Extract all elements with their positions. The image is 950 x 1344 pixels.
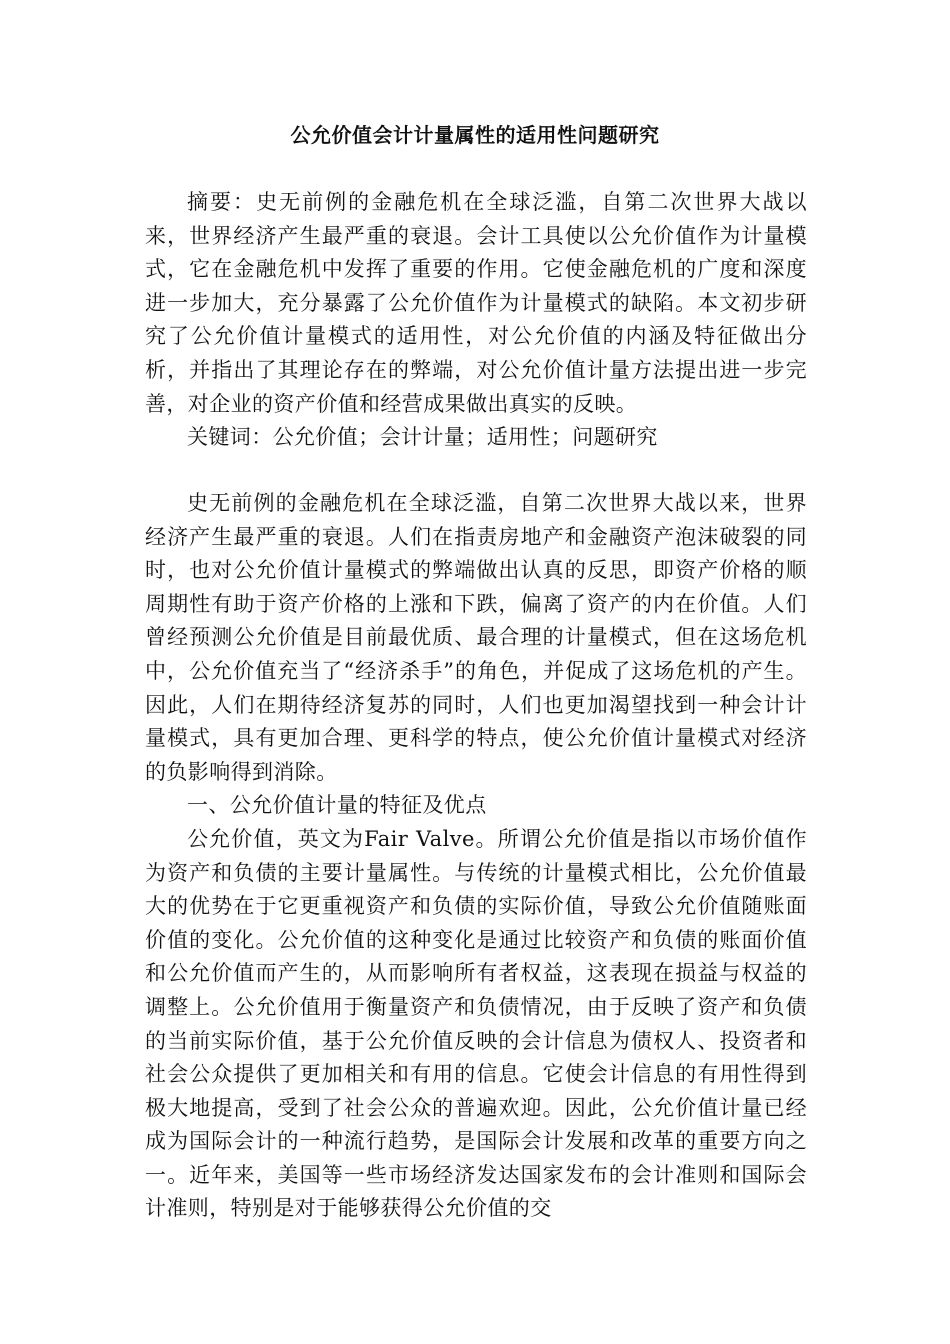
section-heading: 一、公允价值计量的特征及优点: [187, 793, 487, 818]
keywords-line: 关键词：公允价值；会计计量；适用性；问题研究: [187, 425, 658, 450]
abstract-section: [145, 186, 807, 455]
intro-paragraph: 史无前例的金融危机在全球泛滥，自第二次世界大战以来，世界经济产生最严重的衰退。人们在指责房地产和金融资产泡沫破裂的同时，也对公允价值计量模式的弊端做出认真的反思，即资产价格的顺周期性有助于资产价格的上涨和下跌，偏离了资产的内在价值。人们曾经预测公允价值是目前最优质、最合理的计量模式，但在这场危机中，公允价值充当了“经济杀手”的角色，并促成了这场危机的产生。因此，人们在期待经济复苏的同时，人们也更加渴望找到一种会计计量模式，具有更加合理、更科学的特点，使公允价值计量模式对经济的负影响得到消除。: [145, 491, 807, 784]
body-section: [145, 487, 807, 1226]
document-title: 公允价值会计计量属性的适用性问题研究: [290, 123, 660, 147]
abstract-paragraph: 摘要：史无前例的金融危机在全球泛滥，自第二次世界大战以来，世界经济产生最严重的衰退。会计工具使以公允价值作为计量模式，它在金融危机中发挥了重要的作用。它使金融危机的广度和深度进一步加大，充分暴露了公允价值作为计量模式的缺陷。本文初步研究了公允价值计量模式的适用性，对公允价值的内涵及特征做出分析，并指出了其理论存在的弊端，对公允价值计量方法提出进一步完善，对企业的资产价值和经营成果做出真实的反映。: [145, 190, 807, 416]
section-paragraph: 公允价值，英文为Fair Valve。所谓公允价值是指以市场价值作为资产和负债的主要计量属性。与传统的计量模式相比，公允价值最大的优势在于它更重视资产和负债的实际价值，导致公允价值随账面价值的变化。公允价值的这种变化是通过比较资产和负债的账面价值和公允价值而产生的，从而影响所有者权益，这表现在损益与权益的调整上。公允价值用于衡量资产和负债情况，由于反映了资产和负债的当前实际价值，基于公允价值反映的会计信息为债权人、投资者和社会公众提供了更加相关和有用的信息。它使会计信息的有用性得到极大地提高，受到了社会公众的普遍欢迎。因此，公允价值计量已经成为国际会计的一种流行趋势，是国际会计发展和改革的重要方向之一。近年来，美国等一些市场经济发达国家发布的会计准则和国际会计准则，特别是对于能够获得公允价值的交: [145, 826, 807, 1221]
